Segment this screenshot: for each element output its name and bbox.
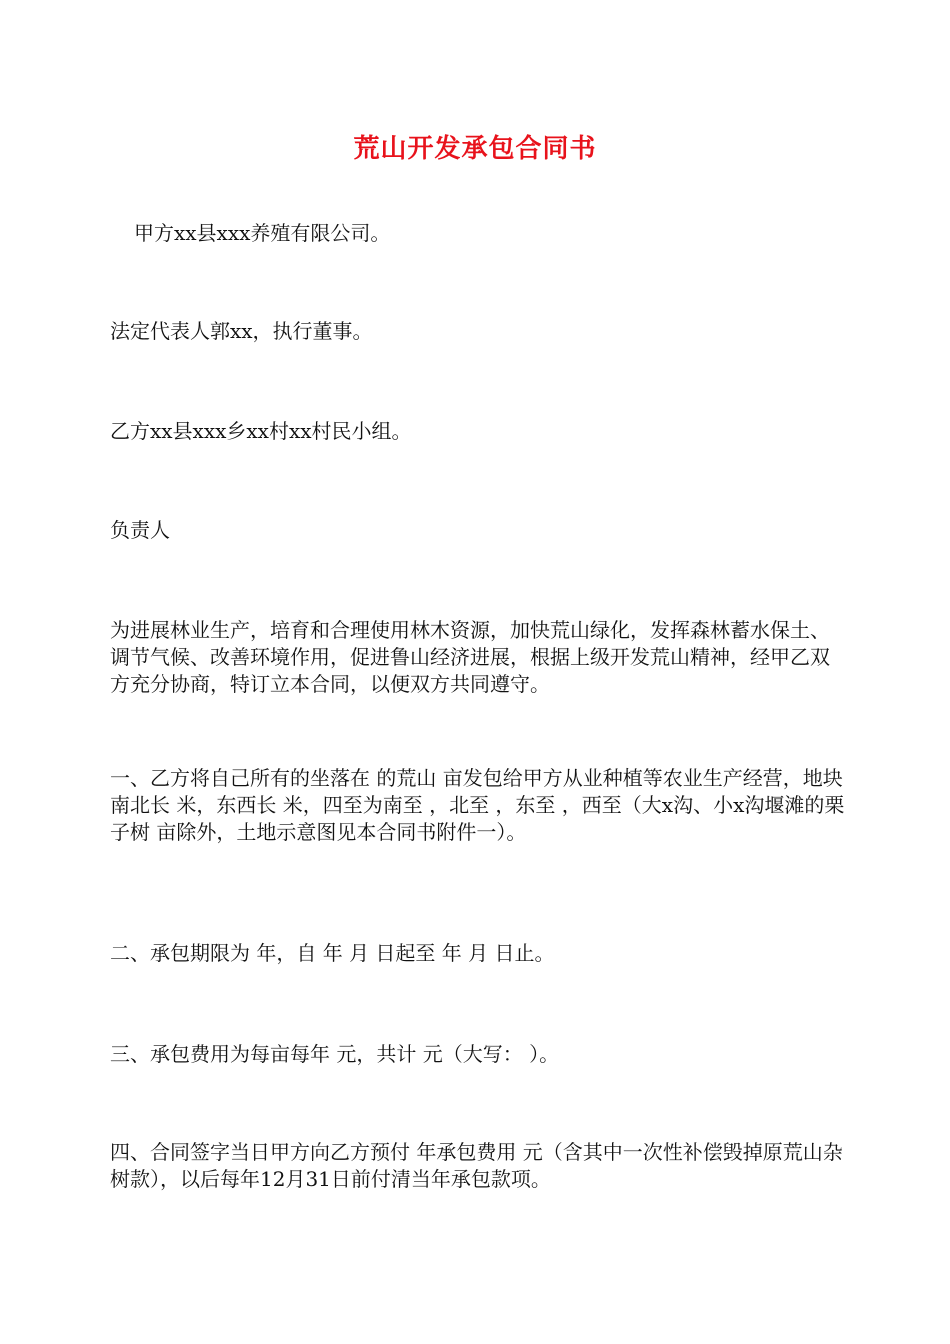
party-a-paragraph: 甲方xx县xxx养殖有限公司。 (134, 221, 391, 245)
clause-four-paragraph: 四、合同签字当日甲方向乙方预付 年承包费用 元（含其中一次性补偿毁掉原荒山杂树款），以后每年12月31日前付清当年承包款项。 (110, 1140, 843, 1191)
purpose-paragraph: 为进展林业生产，培育和合理使用林木资源，加快荒山绿化，发挥森林蓄水保土、调节气候、改善环境作用，促进鲁山经济进展，根据上级开发荒山精神，经甲乙双方充分协商，特订立本合同，以便双方共同遵守。 (110, 618, 830, 696)
clause-three-paragraph: 三、承包费用为每亩每年 元，共计 元（大写： ）。 (110, 1042, 560, 1066)
responsible-person-paragraph: 负责人 (110, 518, 170, 542)
legal-representative-paragraph: 法定代表人郭xx，执行董事。 (110, 319, 373, 343)
document-title: 荒山开发承包合同书 (353, 134, 597, 164)
clause-one-paragraph: 一、乙方将自己所有的坐落在 的荒山 亩发包给甲方从业种植等农业生产经营，地块南北长 米，东西长 米，四至为南至 ，北至 ，东至 ，西至（大x沟、小x沟堰滩的栗子树 亩除外，土地示意图见本合同书附件一）。 (110, 766, 845, 844)
party-b-paragraph: 乙方xx县xxx乡xx村xx村民小组。 (110, 419, 412, 443)
clause-two-paragraph: 二、承包期限为 年，自 年 月 日起至 年 月 日止。 (110, 941, 555, 965)
